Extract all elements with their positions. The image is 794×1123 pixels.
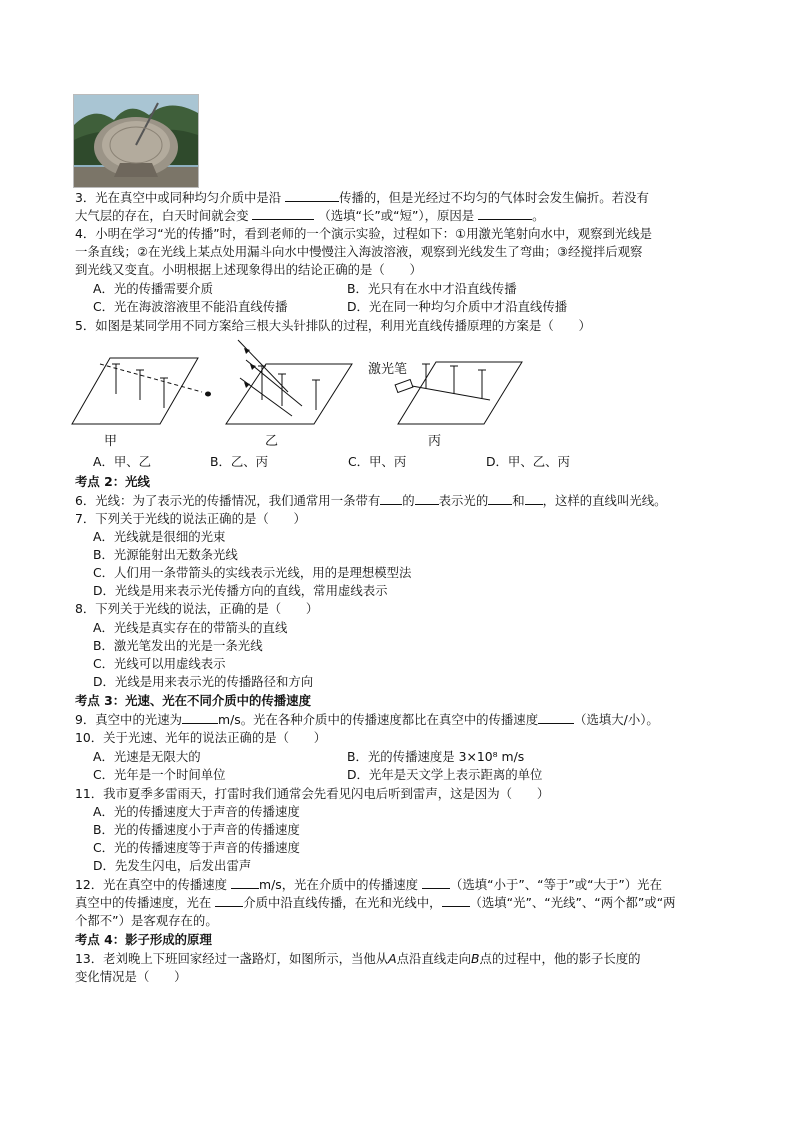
- q13-line2: 变化情况是（ ）: [75, 969, 187, 984]
- q7-option-d[interactable]: D．光线是用来表示光传播方向的直线，常用虚线表示: [93, 583, 388, 598]
- q6-blank-4[interactable]: [525, 492, 543, 505]
- q6-text: ，这样的直线叫光线。: [542, 493, 667, 508]
- figure-label-jia: 甲: [104, 434, 118, 449]
- q12-text: 介质中沿直线传播，在光和光线中，: [243, 895, 442, 910]
- q5-option-d[interactable]: D．甲、乙、丙: [486, 454, 570, 469]
- q7-stem: 7．下列关于光线的说法正确的是（ ）: [75, 511, 306, 526]
- q8-option-c[interactable]: C．光线可以用虚线表示: [93, 656, 226, 671]
- q3-text: 大气层的存在，白天时间就会变: [75, 208, 249, 223]
- q12-blank-1[interactable]: [231, 876, 259, 889]
- q12-text: 12．光在真空中的传播速度: [75, 877, 228, 892]
- figure-label-bing: 丙: [428, 434, 442, 449]
- q3-line2: [75, 207, 545, 224]
- q11-option-b[interactable]: B．光的传播速度小于声音的传播速度: [93, 822, 300, 837]
- q12-text: （选填“小于”、“等于”或“大于”）光在: [449, 877, 662, 892]
- q12-line1: [75, 876, 662, 893]
- q12-blank-4[interactable]: [442, 894, 470, 907]
- q3-blank-3[interactable]: [478, 207, 532, 220]
- q7-option-c[interactable]: C．人们用一条带箭头的实线表示光线，用的是理想模型法: [93, 565, 412, 580]
- q4-option-b[interactable]: B．光只有在水中才沿直线传播: [347, 281, 517, 296]
- q12-line2: [75, 894, 676, 911]
- section-heading-4: 考点 4：影子形成的原理: [75, 932, 212, 947]
- q4-option-c[interactable]: C．光在海波溶液里不能沿直线传播: [93, 299, 288, 314]
- q11-option-d[interactable]: D．先发生闪电，后发出雷声: [93, 858, 252, 873]
- section-heading-3: 考点 3：光速、光在不同介质中的传播速度: [75, 693, 311, 708]
- q3-text: 传播的，但是光经过不均匀的气体时会发生偏折。若没有: [339, 190, 649, 205]
- q12-line3: 个都不”）是客观存在的。: [75, 913, 218, 928]
- q7-option-a[interactable]: A．光线就是很细的光束: [93, 529, 226, 544]
- q12-blank-3[interactable]: [215, 894, 243, 907]
- q3-blank-2[interactable]: [252, 207, 314, 220]
- q3-line1: [75, 189, 649, 206]
- q13-text: 13．老刘晚上下班回家经过一盏路灯，如图所示，当他从: [75, 951, 389, 966]
- q13-point-a: A: [388, 951, 397, 966]
- q4-option-a[interactable]: A．光的传播需要介质: [93, 281, 213, 296]
- q10-option-a[interactable]: A．光速是无限大的: [93, 749, 201, 764]
- q9-text: 9．真空中的光速为: [75, 712, 183, 727]
- q11-stem: 11．我市夏季多雷雨天，打雷时我们通常会先看见闪电后听到雷声，这是因为（ ）: [75, 786, 550, 801]
- q12-text: （选填“光”、“光线”、“两个都”或“两: [469, 895, 676, 910]
- q5-figure: [70, 334, 630, 454]
- laser-pen-label: 激光笔: [368, 362, 408, 377]
- q9-text: m/s。光在各种介质中的传播速度都比在真空中的传播速度: [218, 712, 539, 727]
- q6-blank-1[interactable]: [380, 492, 402, 505]
- q6-blank-2[interactable]: [415, 492, 439, 505]
- q9-line: [75, 711, 659, 728]
- q5-stem: 5．如图是某同学用不同方案给三根大头针排队的过程，利用光直线传播原理的方案是（ ）: [75, 318, 591, 333]
- q11-option-a[interactable]: A．光的传播速度大于声音的传播速度: [93, 804, 300, 819]
- figure-label-yi: 乙: [265, 434, 279, 449]
- q6-text: 6．光线：为了表示光的传播情况，我们通常用一条带有: [75, 493, 381, 508]
- q13-line1: [75, 950, 641, 967]
- q9-blank-1[interactable]: [182, 711, 218, 724]
- q12-blank-2[interactable]: [422, 876, 450, 889]
- q13-text: 点的过程中，他的影子长度的: [479, 951, 641, 966]
- q5-option-b[interactable]: B．乙、丙: [210, 454, 269, 469]
- q13-point-b: B: [470, 951, 480, 966]
- sundial-icon: [74, 95, 198, 187]
- q12-text: m/s，光在介质中的传播速度: [259, 877, 419, 892]
- q8-stem: 8．下列关于光线的说法，正确的是（ ）: [75, 601, 319, 616]
- q3-text: 。: [532, 208, 545, 223]
- q10-option-c[interactable]: C．光年是一个时间单位: [93, 767, 226, 782]
- q4-line2: 一条直线；②在光线上某点处用漏斗向水中慢慢注入海波溶液，观察到光线发生了弯曲；③经搅拌后观察: [75, 244, 643, 259]
- section-heading-2: 考点 2：光线: [75, 474, 150, 489]
- q10-option-b[interactable]: B．光的传播速度是 3×10⁸ m/s: [347, 749, 525, 764]
- pins-diagram: [70, 334, 630, 454]
- q8-option-b[interactable]: B．激光笔发出的光是一条光线: [93, 638, 263, 653]
- q4-line1: 4．小明在学习“光的传播”时，看到老师的一个演示实验，过程如下：①用激光笔射向水中，观察到光线是: [75, 226, 653, 241]
- q12-text: 真空中的传播速度，光在: [75, 895, 212, 910]
- q3-text: 3．光在真空中或同种均匀介质中是沿: [75, 190, 282, 205]
- q10-option-d[interactable]: D．光年是天文学上表示距离的单位: [347, 767, 543, 782]
- q4-option-d[interactable]: D．光在同一种均匀介质中才沿直线传播: [347, 299, 568, 314]
- q5-option-c[interactable]: C．甲、丙: [348, 454, 407, 469]
- q6-text: 表示光的: [438, 493, 489, 508]
- q5-option-a[interactable]: A．甲、乙: [93, 454, 152, 469]
- q4-line3: 到光线又变直。小明根据上述现象得出的结论正确的是（ ）: [75, 262, 422, 277]
- q8-option-d[interactable]: D．光线是用来表示光的传播路径和方向: [93, 674, 314, 689]
- q9-blank-2[interactable]: [538, 711, 574, 724]
- q3-text: （选填“长”或“短”），原因是: [318, 208, 475, 223]
- q6-line: [75, 492, 667, 509]
- q6-text: 的: [402, 493, 415, 508]
- q13-text: 点沿直线走向: [396, 951, 471, 966]
- q3-blank-1[interactable]: [285, 189, 339, 202]
- q6-blank-3[interactable]: [488, 492, 512, 505]
- q6-text: 和: [512, 493, 525, 508]
- q7-option-b[interactable]: B．光源能射出无数条光线: [93, 547, 238, 562]
- q11-option-c[interactable]: C．光的传播速度等于声音的传播速度: [93, 840, 300, 855]
- sundial-photo: [73, 94, 199, 188]
- q8-option-a[interactable]: A．光线是真实存在的带箭头的直线: [93, 620, 288, 635]
- q9-text: （选填大/小）。: [574, 712, 659, 727]
- q10-stem: 10．关于光速、光年的说法正确的是（ ）: [75, 730, 327, 745]
